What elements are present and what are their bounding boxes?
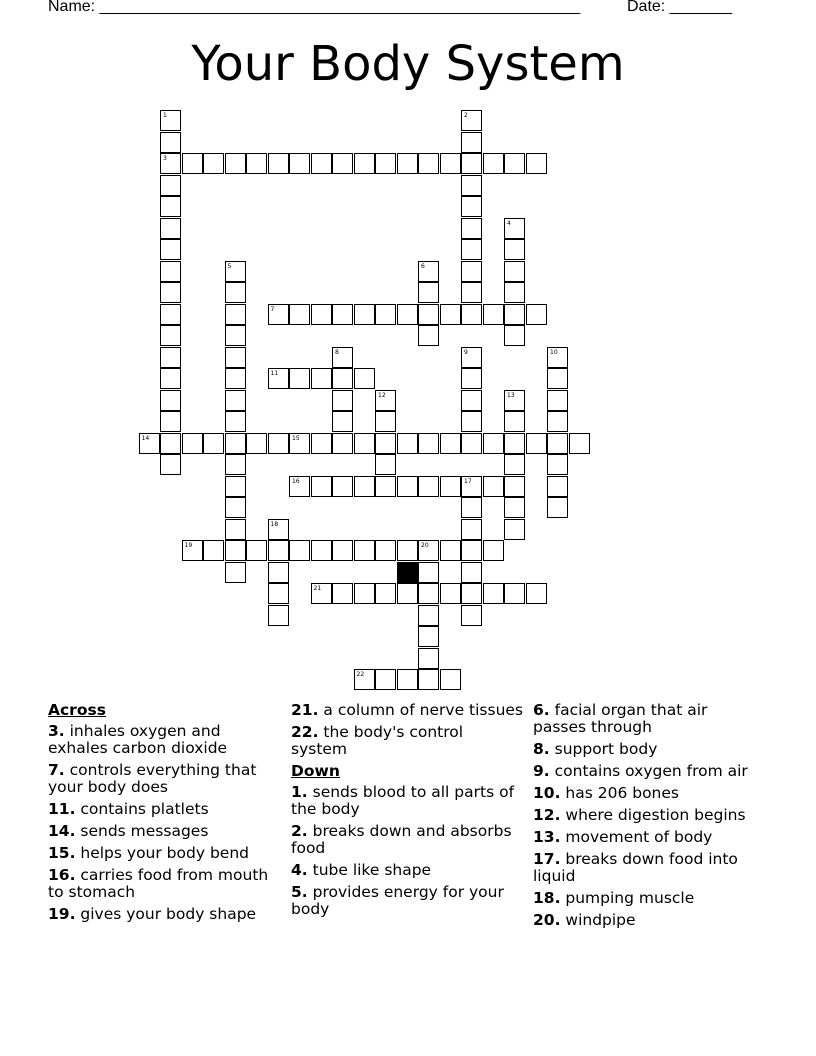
- grid-cell[interactable]: [569, 433, 590, 454]
- grid-cell[interactable]: [160, 411, 181, 432]
- clue-number: 4: [507, 219, 511, 227]
- grid-cell[interactable]: [375, 583, 396, 604]
- grid-cell[interactable]: [440, 540, 461, 561]
- grid-cell[interactable]: [311, 304, 332, 325]
- grid-cell[interactable]: [461, 110, 482, 131]
- grid-cell[interactable]: [375, 454, 396, 475]
- grid-cell[interactable]: [483, 433, 504, 454]
- clue-number: 8: [335, 348, 339, 356]
- grid-cell[interactable]: [418, 433, 439, 454]
- grid-cell[interactable]: [268, 433, 289, 454]
- grid-cell[interactable]: [504, 325, 525, 346]
- clue-item-number: 5.: [291, 883, 308, 901]
- grid-cell[interactable]: [246, 433, 267, 454]
- grid-cell[interactable]: [375, 433, 396, 454]
- clue-item-number: 15.: [48, 844, 76, 862]
- grid-cell[interactable]: [418, 626, 439, 647]
- grid-cell[interactable]: [397, 433, 418, 454]
- clue-item-number: 18.: [533, 889, 561, 907]
- clue-number: 1: [163, 112, 167, 119]
- grid-cell[interactable]: [461, 304, 482, 325]
- clue-item-text: helps your body bend: [75, 844, 249, 862]
- down-heading: Down: [291, 762, 340, 780]
- grid-cell[interactable]: [461, 411, 482, 432]
- grid-cell[interactable]: [268, 519, 289, 540]
- clue-item: [533, 785, 765, 802]
- clue-item-number: 13.: [533, 828, 561, 846]
- grid-cell[interactable]: [461, 368, 482, 389]
- grid-cell[interactable]: [375, 304, 396, 325]
- clue-item-number: 4.: [291, 861, 308, 879]
- clue-number: 20: [421, 542, 429, 549]
- grid-cell[interactable]: [461, 497, 482, 518]
- grid-cell[interactable]: [139, 433, 160, 454]
- clue-item: [48, 867, 280, 901]
- grid-cell[interactable]: [311, 153, 332, 174]
- clue-item-text: carries food from mouth to stomach: [48, 866, 269, 901]
- grid-cell[interactable]: [461, 433, 482, 454]
- clue-item-text: gives your body shape: [75, 905, 257, 923]
- clue-number: 19: [184, 542, 193, 549]
- clue-number: 11: [270, 370, 279, 377]
- clue-item: [533, 829, 765, 846]
- grid-cell[interactable]: [418, 540, 439, 561]
- clue-item-number: 10.: [533, 784, 561, 802]
- clue-item-text: contains platlets: [75, 800, 209, 818]
- grid-cell[interactable]: [354, 304, 375, 325]
- grid-cell[interactable]: [160, 261, 181, 282]
- grid-cell[interactable]: [461, 239, 482, 260]
- clue-item: [48, 845, 280, 862]
- clue-item-number: 7.: [48, 761, 65, 779]
- grid-cell[interactable]: [504, 153, 525, 174]
- across-heading: Across: [48, 701, 106, 719]
- clue-item-number: 6.: [533, 701, 550, 719]
- grid-cell[interactable]: [182, 433, 203, 454]
- grid-cell[interactable]: [397, 540, 418, 561]
- clue-item-text: a column of nerve tissues: [318, 701, 524, 719]
- grid-cell[interactable]: [461, 476, 482, 497]
- grid-cell[interactable]: [225, 497, 246, 518]
- grid-cell[interactable]: [268, 368, 289, 389]
- clue-item-number: 12.: [533, 806, 561, 824]
- clue-item-number: 3.: [48, 722, 65, 740]
- clue-item-text: contains oxygen from air: [549, 762, 748, 780]
- clues-column-3: [533, 702, 765, 934]
- grid-cell[interactable]: [332, 390, 353, 411]
- grid-cell[interactable]: [397, 583, 418, 604]
- grid-cell[interactable]: [461, 132, 482, 153]
- grid-cell[interactable]: [268, 562, 289, 583]
- clue-number: 17: [464, 477, 472, 485]
- grid-cell[interactable]: [354, 669, 375, 690]
- grid-cell[interactable]: [160, 218, 181, 239]
- grid-cell[interactable]: [418, 153, 439, 174]
- grid-cell[interactable]: [461, 390, 482, 411]
- grid-cell[interactable]: [375, 153, 396, 174]
- clue-item-number: 14.: [48, 822, 76, 840]
- clues-column-1: [48, 702, 280, 928]
- clue-item-number: 16.: [48, 866, 76, 884]
- grid-cell[interactable]: [311, 540, 332, 561]
- grid-cell[interactable]: [461, 196, 482, 217]
- grid-cell[interactable]: [418, 583, 439, 604]
- grid-cell[interactable]: [225, 433, 246, 454]
- grid-cell[interactable]: [547, 347, 568, 368]
- grid-cell[interactable]: [526, 583, 547, 604]
- clue-item-text: breaks down and absorbs food: [291, 822, 512, 857]
- grid-cell[interactable]: [160, 175, 181, 196]
- clue-item-number: 17.: [533, 850, 561, 868]
- grid-cell[interactable]: [504, 390, 525, 411]
- grid-cell[interactable]: [418, 648, 439, 669]
- grid-cell[interactable]: [225, 325, 246, 346]
- clue-item: [533, 807, 765, 824]
- clue-item: [291, 862, 523, 879]
- grid-cell[interactable]: [203, 153, 224, 174]
- clue-item-text: movement of body: [560, 828, 713, 846]
- clue-number: 5: [227, 262, 232, 270]
- grid-cell[interactable]: [483, 476, 504, 497]
- grid-cell[interactable]: [418, 562, 439, 583]
- grid-cell[interactable]: [182, 153, 203, 174]
- grid-cell[interactable]: [526, 153, 547, 174]
- grid-cell[interactable]: [354, 476, 375, 497]
- grid-cell[interactable]: [547, 411, 568, 432]
- grid-cell[interactable]: [268, 605, 289, 626]
- grid-cell[interactable]: [354, 368, 375, 389]
- grid-cell[interactable]: [332, 540, 353, 561]
- grid-cell[interactable]: [440, 433, 461, 454]
- grid-cell[interactable]: [461, 605, 482, 626]
- grid-cell[interactable]: [225, 304, 246, 325]
- clue-number: 9: [464, 348, 468, 356]
- grid-cell[interactable]: [332, 476, 353, 497]
- clue-item: [291, 724, 523, 758]
- grid-cell[interactable]: [289, 433, 310, 454]
- grid-cell[interactable]: [440, 583, 461, 604]
- grid-cell[interactable]: [397, 669, 418, 690]
- clue-item-text: breaks down food into liquid: [533, 850, 738, 885]
- grid-cell[interactable]: [160, 433, 181, 454]
- clue-item: [48, 801, 280, 818]
- grid-cell[interactable]: [375, 669, 396, 690]
- clue-item: [48, 906, 280, 923]
- grid-cell[interactable]: [397, 304, 418, 325]
- clue-item-number: 21.: [291, 701, 319, 719]
- grid-cell[interactable]: [160, 239, 181, 260]
- clue-item-number: 20.: [533, 911, 561, 929]
- grid-cell[interactable]: [418, 304, 439, 325]
- clue-number: 12: [378, 391, 386, 399]
- grid-cell[interactable]: [504, 454, 525, 475]
- grid-cell[interactable]: [504, 497, 525, 518]
- grid-cell[interactable]: [547, 368, 568, 389]
- grid-cell[interactable]: [526, 304, 547, 325]
- clue-item: [533, 890, 765, 907]
- clue-number: 14: [141, 434, 150, 442]
- grid-cell[interactable]: [311, 368, 332, 389]
- grid-cell[interactable]: [418, 605, 439, 626]
- grid-cell[interactable]: [504, 239, 525, 260]
- grid-cell[interactable]: [483, 153, 504, 174]
- grid-cell[interactable]: [547, 454, 568, 475]
- clue-number: 13: [507, 391, 515, 399]
- clue-number: 18: [270, 520, 279, 528]
- grid-cell[interactable]: [418, 669, 439, 690]
- clue-item-number: 2.: [291, 822, 308, 840]
- grid-cell[interactable]: [289, 476, 310, 497]
- grid-cell[interactable]: [289, 540, 310, 561]
- clue-number: 7: [270, 305, 275, 313]
- clue-item-text: sends blood to all parts of the body: [291, 783, 515, 818]
- clue-item-text: windpipe: [560, 911, 636, 929]
- clue-item: [48, 823, 280, 840]
- clue-item-text: provides energy for your body: [291, 883, 504, 918]
- grid-cell[interactable]: [547, 433, 568, 454]
- grid-cell[interactable]: [225, 153, 246, 174]
- grid-cell[interactable]: [461, 562, 482, 583]
- grid-cell[interactable]: [160, 454, 181, 475]
- clue-number: 15: [292, 434, 300, 442]
- clue-item-text: support body: [549, 740, 658, 758]
- grid-cell[interactable]: [461, 218, 482, 239]
- grid-cell[interactable]: [547, 497, 568, 518]
- grid-cell[interactable]: [160, 153, 181, 174]
- grid-cell[interactable]: [311, 476, 332, 497]
- grid-cell[interactable]: [547, 390, 568, 411]
- grid-cell[interactable]: [504, 411, 525, 432]
- grid-cell[interactable]: [504, 261, 525, 282]
- clue-number: 6: [421, 262, 425, 270]
- grid-cell[interactable]: [225, 368, 246, 389]
- grid-cell[interactable]: [504, 476, 525, 497]
- grid-cell[interactable]: [225, 390, 246, 411]
- clue-item-number: 11.: [48, 800, 76, 818]
- clue-item-number: 8.: [533, 740, 550, 758]
- grid-cell[interactable]: [483, 304, 504, 325]
- grid-cell[interactable]: [375, 411, 396, 432]
- grid-cell[interactable]: [354, 153, 375, 174]
- grid-cell[interactable]: [461, 540, 482, 561]
- grid-cell[interactable]: [160, 196, 181, 217]
- clue-item: [533, 741, 765, 758]
- grid-cell[interactable]: [440, 669, 461, 690]
- grid-cell[interactable]: [397, 153, 418, 174]
- grid-cell[interactable]: [160, 368, 181, 389]
- clue-item: [291, 702, 523, 719]
- grid-cell[interactable]: [332, 583, 353, 604]
- clue-item-number: 1.: [291, 783, 308, 801]
- grid-cell[interactable]: [440, 304, 461, 325]
- clue-item-number: 19.: [48, 905, 76, 923]
- grid-cell[interactable]: [461, 347, 482, 368]
- grid-cell[interactable]: [160, 304, 181, 325]
- grid-cell[interactable]: [246, 153, 267, 174]
- grid-cell[interactable]: [225, 411, 246, 432]
- grid-cell[interactable]: [332, 347, 353, 368]
- grid-cell[interactable]: [203, 540, 224, 561]
- grid-cell[interactable]: [504, 433, 525, 454]
- clues-column-2: [291, 702, 523, 923]
- grid-cell[interactable]: [268, 540, 289, 561]
- grid-cell[interactable]: [160, 390, 181, 411]
- grid-cell[interactable]: [418, 325, 439, 346]
- grid-cell[interactable]: [504, 583, 525, 604]
- grid-cell[interactable]: [461, 583, 482, 604]
- grid-cell[interactable]: [268, 583, 289, 604]
- grid-cell[interactable]: [332, 153, 353, 174]
- clue-item-text: where digestion begins: [560, 806, 746, 824]
- grid-cell[interactable]: [418, 261, 439, 282]
- clue-number: 21: [313, 585, 322, 592]
- grid-cell[interactable]: [354, 583, 375, 604]
- grid-cell[interactable]: [160, 110, 181, 131]
- clue-item-text: facial organ that air passes through: [533, 701, 708, 736]
- grid-cell[interactable]: [375, 476, 396, 497]
- page-title: Your Body System: [191, 36, 625, 92]
- clue-item: [533, 851, 765, 885]
- clue-item-text: pumping muscle: [560, 889, 695, 907]
- grid-cell[interactable]: [225, 261, 246, 282]
- grid-cell[interactable]: [354, 433, 375, 454]
- grid-cell[interactable]: [289, 153, 310, 174]
- grid-cell[interactable]: [289, 304, 310, 325]
- grid-cell[interactable]: [418, 282, 439, 303]
- grid-cell[interactable]: [504, 218, 525, 239]
- grid-cell[interactable]: [504, 519, 525, 540]
- grid-cell[interactable]: [332, 411, 353, 432]
- grid-cell[interactable]: [461, 261, 482, 282]
- clue-item: [291, 884, 523, 918]
- clue-item-number: 22.: [291, 723, 319, 741]
- clue-item: [533, 912, 765, 929]
- grid-cell[interactable]: [504, 282, 525, 303]
- clue-item-text: sends messages: [75, 822, 209, 840]
- grid-cell[interactable]: [332, 433, 353, 454]
- grid-cell[interactable]: [160, 325, 181, 346]
- clue-item-text: inhales oxygen and exhales carbon dioxide: [48, 722, 228, 757]
- grid-cell[interactable]: [160, 132, 181, 153]
- clue-number: 16: [292, 477, 300, 485]
- clue-number: 10: [550, 348, 558, 356]
- grid-cell[interactable]: [332, 368, 353, 389]
- grid-cell[interactable]: [225, 347, 246, 368]
- clue-item-text: controls everything that your body does: [48, 761, 257, 796]
- grid-cell[interactable]: [461, 519, 482, 540]
- grid-cell[interactable]: [225, 519, 246, 540]
- grid-cell[interactable]: [547, 476, 568, 497]
- date-field-label[interactable]: Date: _______: [627, 0, 732, 15]
- clue-item-text: has 206 bones: [560, 784, 679, 802]
- clue-item: [291, 823, 523, 857]
- grid-cell[interactable]: [225, 282, 246, 303]
- grid-cell[interactable]: [311, 433, 332, 454]
- clue-number: 2: [464, 112, 468, 119]
- grid-cell[interactable]: [289, 368, 310, 389]
- name-field-label[interactable]: Name: ______________________________________________________: [48, 0, 581, 15]
- grid-cell[interactable]: [225, 476, 246, 497]
- grid-cell[interactable]: [440, 476, 461, 497]
- grid-cell[interactable]: [375, 540, 396, 561]
- grid-cell[interactable]: [397, 476, 418, 497]
- grid-cell[interactable]: [354, 540, 375, 561]
- clue-item: [533, 763, 765, 780]
- grid-cell[interactable]: [461, 153, 482, 174]
- clue-number: 3: [163, 155, 167, 162]
- grid-block: [397, 562, 418, 583]
- clue-number: 22: [356, 671, 365, 678]
- grid-cell[interactable]: [311, 583, 332, 604]
- grid-cell[interactable]: [332, 304, 353, 325]
- grid-cell[interactable]: [225, 562, 246, 583]
- grid-cell[interactable]: [461, 175, 482, 196]
- clue-item: [48, 762, 280, 796]
- grid-cell[interactable]: [418, 476, 439, 497]
- grid-cell[interactable]: [504, 304, 525, 325]
- grid-cell[interactable]: [160, 347, 181, 368]
- grid-cell[interactable]: [268, 304, 289, 325]
- grid-cell[interactable]: [483, 583, 504, 604]
- grid-cell[interactable]: [225, 454, 246, 475]
- grid-cell[interactable]: [203, 433, 224, 454]
- grid-cell[interactable]: [526, 433, 547, 454]
- clue-item-text: the body's control system: [291, 723, 464, 758]
- clue-item: [291, 784, 523, 818]
- grid-cell[interactable]: [246, 540, 267, 561]
- grid-cell[interactable]: [225, 540, 246, 561]
- grid-cell[interactable]: [483, 540, 504, 561]
- grid-cell[interactable]: [268, 153, 289, 174]
- clue-item: [48, 723, 280, 757]
- clue-item-number: 9.: [533, 762, 550, 780]
- grid-cell[interactable]: [160, 282, 181, 303]
- grid-cell[interactable]: [461, 282, 482, 303]
- grid-cell[interactable]: [375, 390, 396, 411]
- clue-item: [533, 702, 765, 736]
- grid-cell[interactable]: [440, 153, 461, 174]
- clue-item-text: tube like shape: [307, 861, 432, 879]
- grid-cell[interactable]: [182, 540, 203, 561]
